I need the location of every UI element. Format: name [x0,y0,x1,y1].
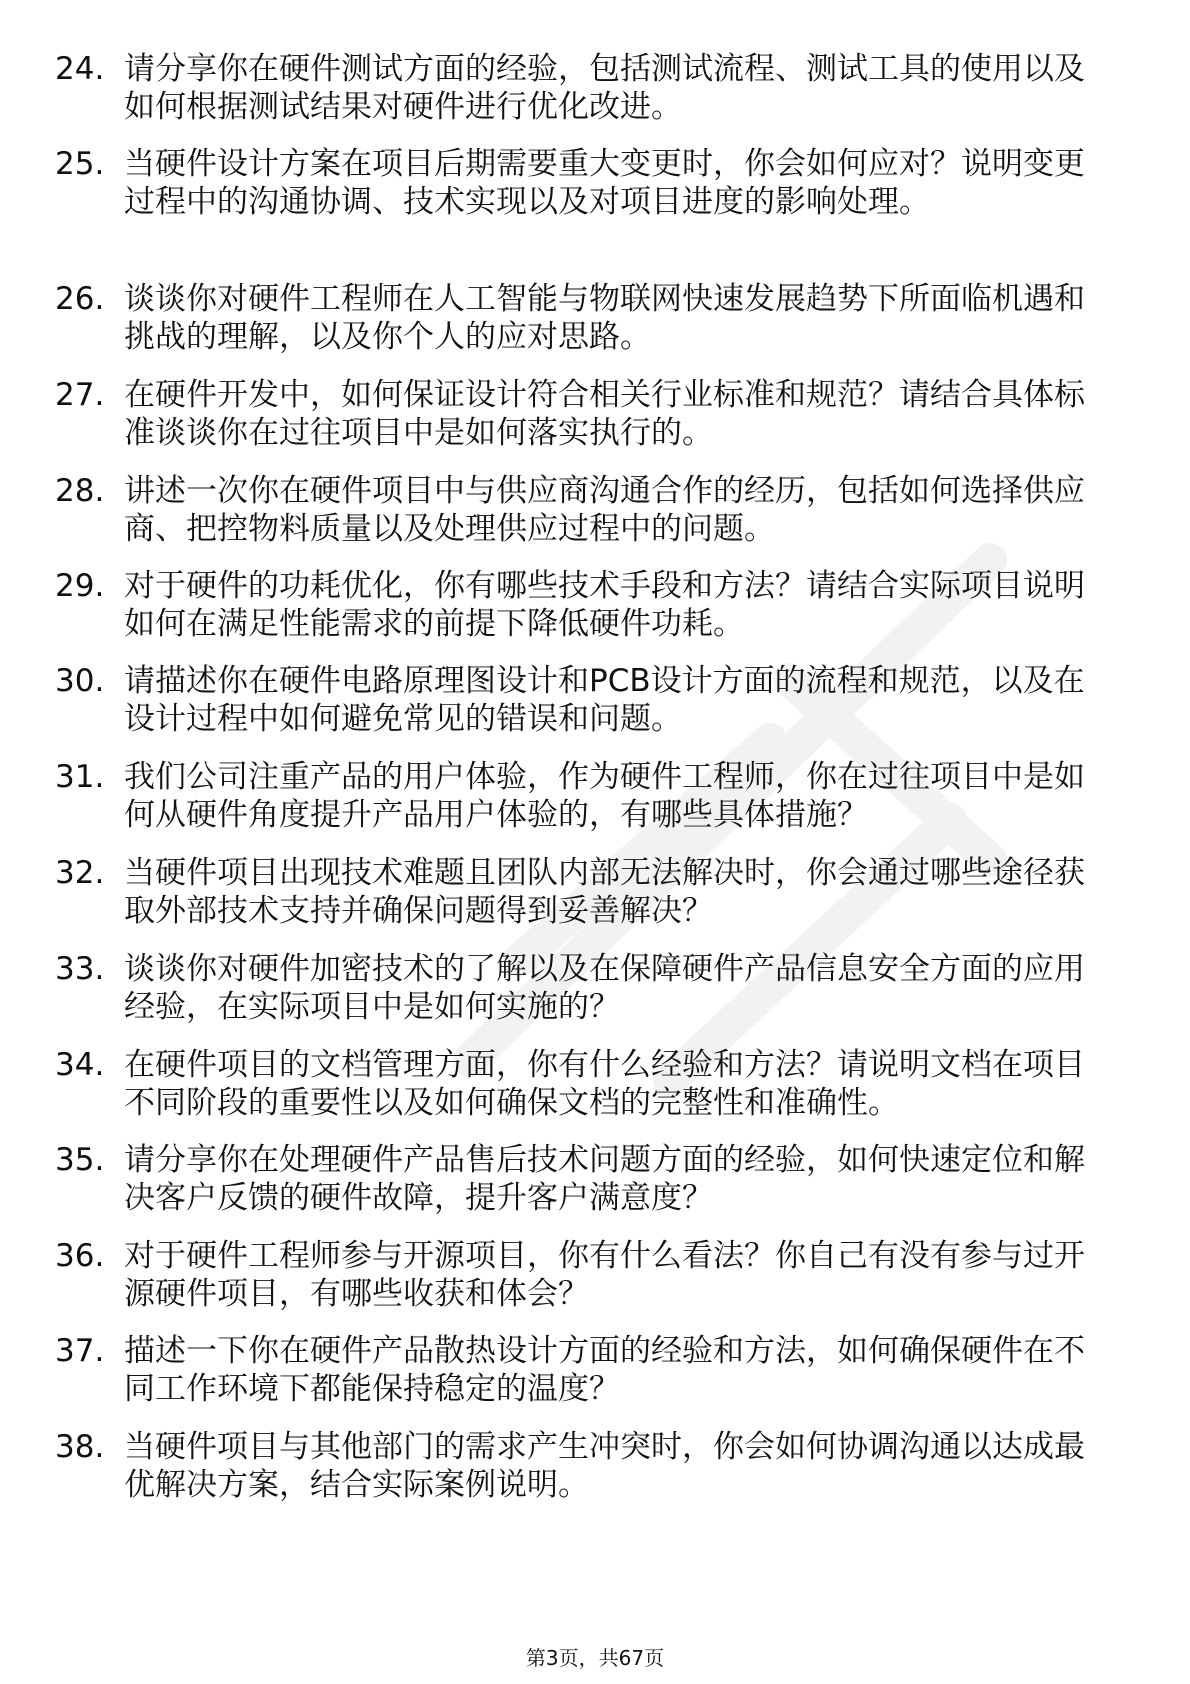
question-text: 当硬件项目出现技术难题且团队内部无法解决时，你会通过哪些途径获取外部技术支持并确保问题得到妥善解决？ [124,855,1085,929]
question-number: 29. [55,568,105,604]
question-text: 请分享你在处理硬件产品售后技术问题方面的经验，如何快速定位和解决客户反馈的硬件故障，提升客户满意度？ [124,1142,1085,1216]
question-number: 35. [55,1142,105,1178]
question-number: 33. [55,951,105,987]
question-number: 34. [55,1047,105,1083]
question-number: 27. [55,377,105,413]
question-number: 30. [55,663,105,699]
question-text: 我们公司注重产品的用户体验，作为硬件工程师，你在过往项目中是如何从硬件角度提升产品用户体验的，有哪些具体措施？ [124,759,1085,833]
question-text: 请分享你在硬件测试方面的经验，包括测试流程、测试工具的使用以及如何根据测试结果对硬件进行优化改进。 [124,51,1085,125]
question-text: 谈谈你对硬件工程师在人工智能与物联网快速发展趋势下所面临机遇和挑战的理解，以及你个人的应对思路。 [124,281,1085,355]
question-number: 31. [55,759,105,795]
question-text: 当硬件项目与其他部门的需求产生冲突时，你会如何协调沟通以达成最优解决方案，结合实际案例说明。 [124,1429,1085,1503]
question-number: 24. [55,51,105,87]
question-number: 36. [55,1238,105,1274]
question-text: 描述一下你在硬件产品散热设计方面的经验和方法，如何确保硬件在不同工作环境下都能保持稳定的温度？ [124,1333,1085,1407]
question-text: 讲述一次你在硬件项目中与供应商沟通合作的经历，包括如何选择供应商、把控物料质量以及处理供应过程中的问题。 [124,473,1085,547]
page-footer [0,1646,1190,1670]
question-number: 25. [55,146,105,182]
question-text: 对于硬件工程师参与开源项目，你有什么看法？你自己有没有参与过开源硬件项目，有哪些收获和体会？ [124,1238,1085,1312]
page-number-label: 第3页，共67页 [525,1646,665,1670]
question-number: 32. [55,855,105,891]
question-text: 请描述你在硬件电路原理图设计和PCB设计方面的流程和规范，以及在设计过程中如何避免常见的错误和问题。 [124,663,1085,737]
question-text: 谈谈你对硬件加密技术的了解以及在保障硬件产品信息安全方面的应用经验，在实际项目中是如何实施的？ [124,951,1085,1025]
question-number: 28. [55,473,105,509]
question-number: 38. [55,1429,105,1465]
question-text: 在硬件开发中，如何保证设计符合相关行业标准和规范？请结合具体标准谈谈你在过往项目中是如何落实执行的。 [124,377,1085,451]
question-text: 在硬件项目的文档管理方面，你有什么经验和方法？请说明文档在项目不同阶段的重要性以及如何确保文档的完整性和准确性。 [124,1047,1085,1121]
question-number: 26. [55,281,105,317]
question-number: 37. [55,1333,105,1369]
question-text: 对于硬件的功耗优化，你有哪些技术手段和方法？请结合实际项目说明如何在满足性能需求的前提下降低硬件功耗。 [124,568,1085,642]
question-text: 当硬件设计方案在项目后期需要重大变更时，你会如何应对？说明变更过程中的沟通协调、技术实现以及对项目进度的影响处理。 [124,146,1085,220]
